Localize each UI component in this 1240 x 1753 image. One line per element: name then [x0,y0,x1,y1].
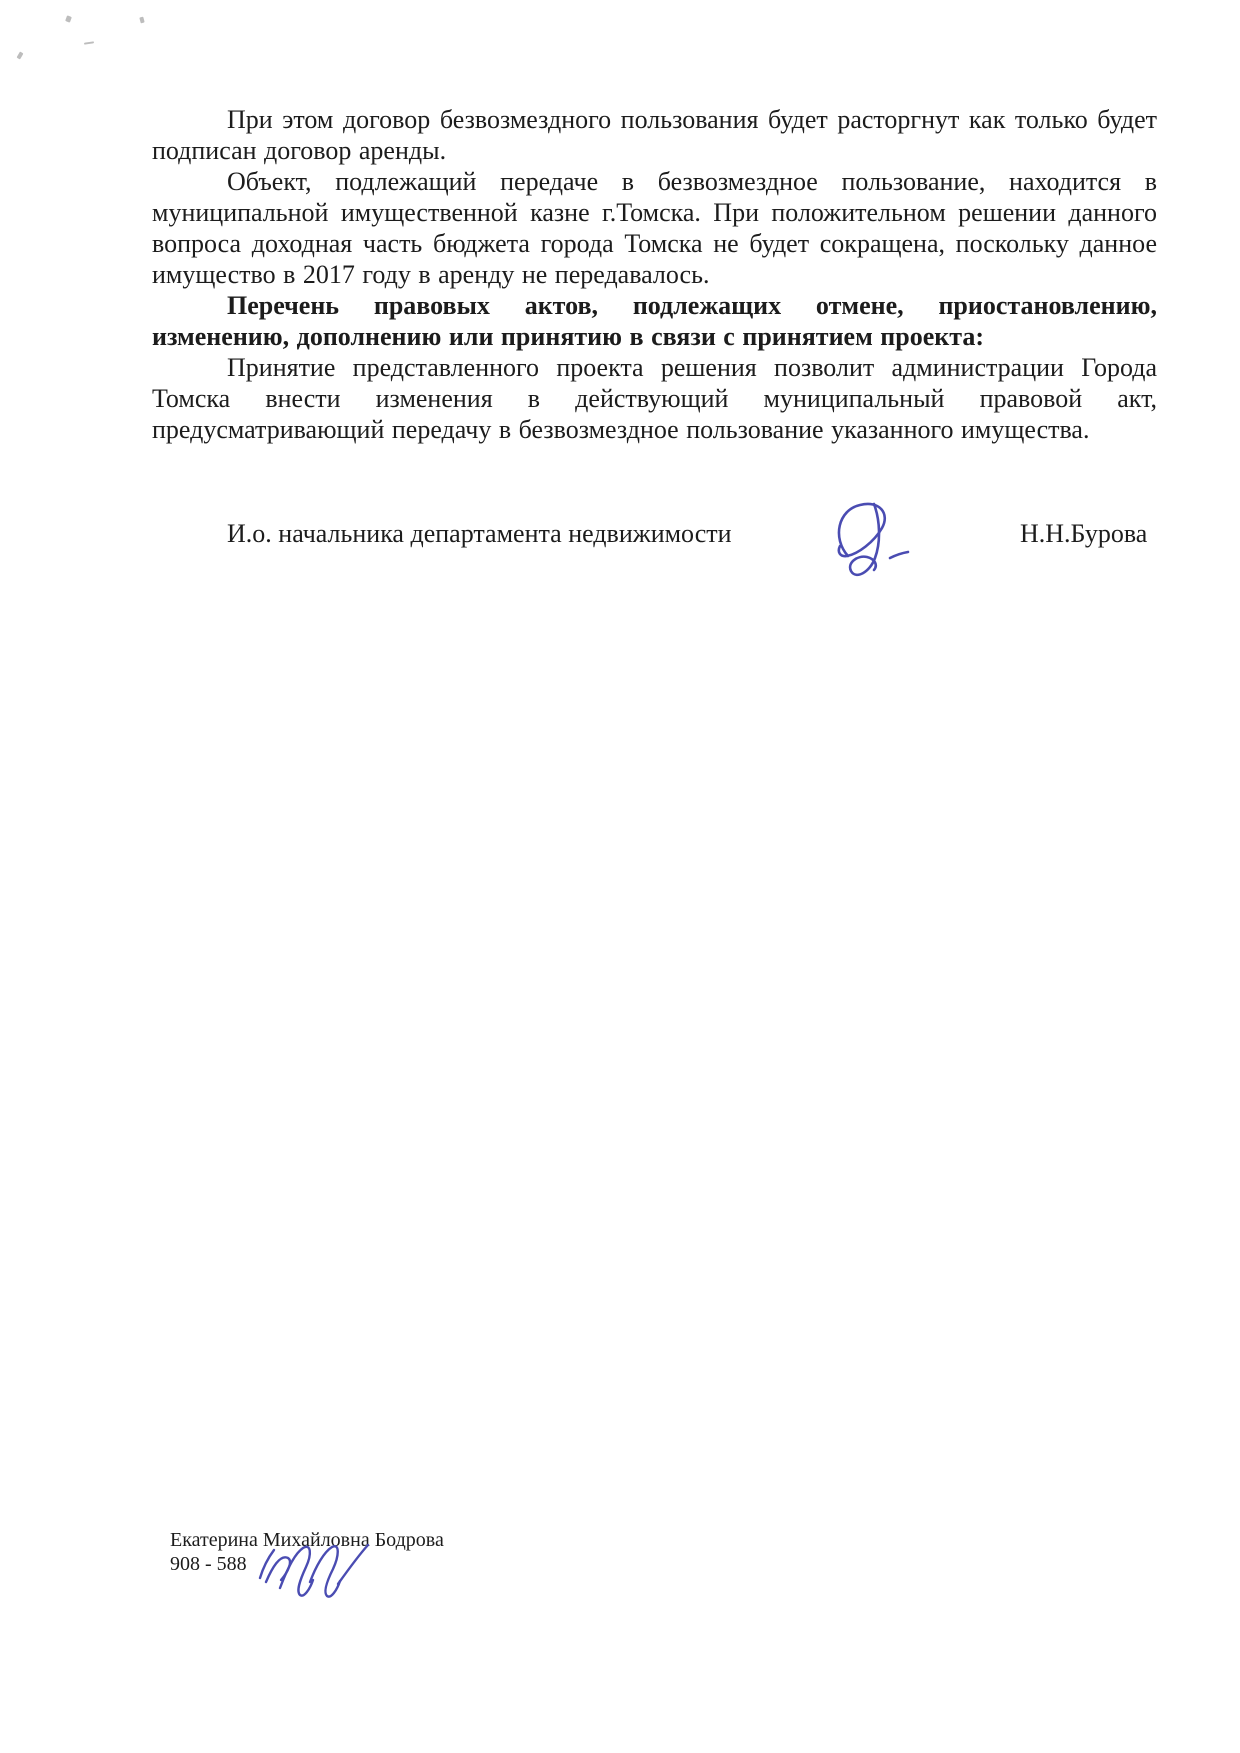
document-text-block [152,104,1157,445]
signature-burova-strokes [839,504,908,575]
signoff-name: Н.Н.Бурова [1020,519,1148,548]
scan-speck [139,17,144,24]
signature-bodrova-strokes [260,1545,368,1597]
signature-burova [826,498,926,584]
signoff-title: И.о. начальника департамента недвижимости [227,519,732,548]
executor-name: Екатерина Михайловна Бодрова [170,1529,444,1551]
scan-speck [65,15,72,22]
scan-speck [84,41,94,44]
signature-bodrova [252,1536,372,1608]
paragraph-object-description: Объект, подлежащий передаче в безвозмездное пользование, находится в муниципальной имущественной казне г.Томска. При положительном решении данного вопроса доходная часть бюджета города Томска не будет сокращена, поскольку данное имущество в 2017 году в аренду не передавалось. [152,167,1157,289]
scan-speck [17,51,24,59]
paragraph-adoption-effect: Принятие представленного проекта решения позволит администрации Города Томска внести изменения в действующий муниципальный правовой акт, предусматривающий передачу в безвозмездное пользование указанного имущества. [152,353,1157,444]
paragraph-legal-acts-heading: Перечень правовых актов, подлежащих отмене, приостановлению, изменению, дополнению или принятию в связи с принятием проекта: [152,291,1157,351]
paragraph-termination-clause: При этом договор безвозмездного пользования будет расторгнут как только будет подписан договор аренды. [152,105,1157,165]
executor-phone: 908 - 588 [170,1553,247,1575]
